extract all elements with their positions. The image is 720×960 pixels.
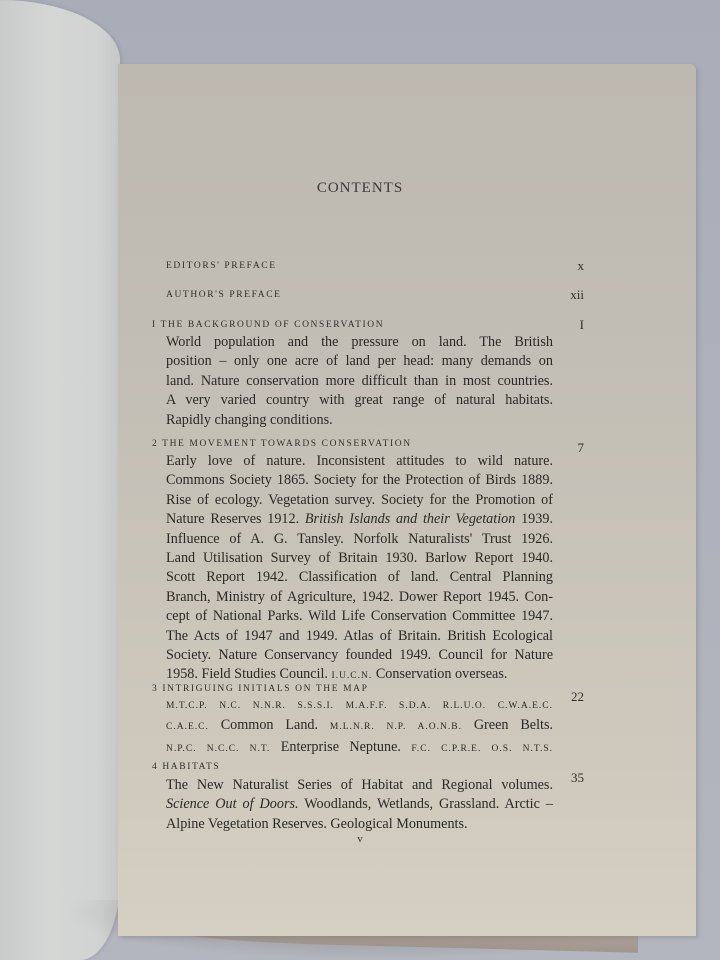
toc-chapter-4-summary: The New Naturalist Series of Habitat and Regional volumes. Science Out of Doors. Woodlands, Wetlands, Grassland. Arctic – Alpine Vegetation Reserves. Geological Monuments. [166, 777, 553, 832]
toc-chapter-1-heading [152, 320, 384, 330]
iucn-abbr: I.U.C.N. [331, 671, 373, 682]
chapter-title: INTRIGUING INITIALS ON THE MAP [162, 684, 369, 694]
italic-book-title: British Islands and their Vegetation [304, 511, 516, 528]
toc-page-editors-preface: x [577, 258, 584, 273]
chapter-number: 2 [152, 439, 159, 449]
toc-chapter-2-summary: Early love of nature. Inconsistent attitudes to wild nature. Commons Society 1865. Society for the Protection of Birds 1889. Rise of ecology. Vegetation survey. Society for the Promotion of Nature Reserves 1912. British Islands and their Vegetation 1939. Influence of A. G. Tansley. Norfolk Naturalists' Trust 1926. Land Utilisation Survey of Britain 1930. Barlow Report 1940. Scott Report 1942. Classification of land. Central Planning Branch, Ministry of Agriculture, 1942. Dower Report 1945. Con- cept of National Parks. Wild Life Conservation Committee 1947. The Acts of 1947 and 1949. Atlas of Britain. British Ecological Society. Nature Conservancy founded 1949. Council for Nature 1958. Field Studies Council. I.U.C.N. Conservation overseas. [166, 453, 553, 683]
toc-chapter-4-page: 35 [571, 770, 584, 785]
toc-chapter-3-summary: M.T.C.P. N.C. N.N.R. S.S.S.I. M.A.F.F. S.D.A. R.L.U.O. C.W.A.E.C. C.A.E.C. Common Land. M.L.N.R. N.P. A.O.N.B. Green Belts. N.P.C. N.C.C. N.T. Enterprise Neptune. F.C. C.P.R.E. O.S. N.T.S. [166, 701, 554, 755]
toc-chapter-4-heading [152, 762, 220, 772]
toc-chapter-1-summary: World population and the pressure on land. The British position – only one acre of land per head: many demands on land. Nature conservation more difficult than in most countries. A very varied country with great range of natural habitats. Rapidly changing conditions. [166, 334, 553, 428]
toc-heading-editors-preface: EDITORS' PREFACE [166, 261, 277, 271]
toc-page-authors-preface: xii [570, 287, 584, 302]
page-title: CONTENTS [316, 180, 404, 196]
toc-chapter-2-page: 7 [577, 440, 584, 455]
toc-chapter-1-page: I [579, 317, 584, 332]
toc-chapter-3-page: 22 [571, 689, 584, 704]
chapter-number: 3 [152, 684, 159, 694]
chapter-title: THE BACKGROUND OF CONSERVATION [160, 320, 385, 330]
chapter-title: THE MOVEMENT TOWARDS CONSERVATION [162, 439, 412, 449]
toc-heading-authors-preface: AUTHOR'S PREFACE [166, 290, 282, 300]
toc-chapter-2-heading [152, 439, 412, 449]
page-number-folio: v [357, 833, 363, 845]
chapter-number: 4 [152, 762, 159, 772]
chapter-number: I [152, 320, 157, 330]
chapter-title: HABITATS [162, 762, 221, 772]
italic-book-title: Science Out of Doors. [166, 796, 299, 813]
toc-chapter-3-heading [152, 684, 369, 694]
